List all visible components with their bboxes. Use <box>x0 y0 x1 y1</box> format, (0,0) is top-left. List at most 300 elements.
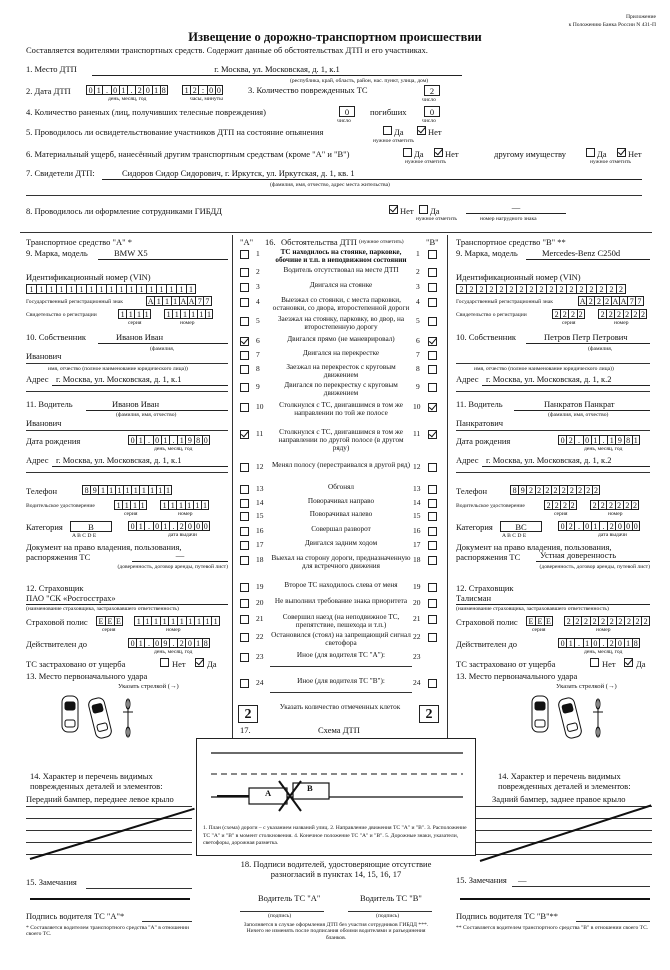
circumstance-number: 6 <box>416 336 420 345</box>
char-cell: А <box>612 297 619 306</box>
vehicle-b-driver-address-label: Адрес <box>456 455 479 465</box>
vehicle-b-arrow-hint: Указать стрелкой (→) <box>556 683 617 690</box>
vehicle-b-driver-hint: (фамилия, имя, отчество) <box>548 412 609 418</box>
vehicle-b-cert-number-cells[interactable] <box>598 309 647 319</box>
vehicle-a-driver-address-field[interactable]: г. Москва, ул. Московская, д. 1, к.1 <box>52 456 228 467</box>
circumstance-3-b-checkbox[interactable] <box>428 283 437 292</box>
vehicle-b-impact-diagram[interactable] <box>528 690 628 750</box>
char-cell: 2 <box>486 284 496 294</box>
vehicle-b-category-field[interactable]: ВС <box>500 521 542 532</box>
vehicle-b-driver-field[interactable]: Панкратов Панкрат <box>514 400 650 411</box>
vehicle-b-owner-field[interactable]: Петров Петр Петрович <box>526 333 650 344</box>
circumstance-number: 23 <box>413 652 421 661</box>
char-cell: 2 <box>584 485 592 495</box>
char-cell: 1 <box>139 485 147 495</box>
char-cell: 2 <box>623 500 631 510</box>
char-cell: 1 <box>26 284 36 294</box>
police-yes-checkbox[interactable] <box>419 205 428 214</box>
char-cell: Е <box>526 616 535 626</box>
char-cell: 1 <box>162 296 170 306</box>
circumstance-number: 13 <box>256 484 264 493</box>
vehicle-a-valid-cells[interactable] <box>128 638 210 648</box>
circumstance-number: 21 <box>413 614 421 623</box>
char-cell: 1 <box>591 435 599 445</box>
char-cell: 1 <box>171 296 179 306</box>
circumstance-5-a-checkbox[interactable] <box>240 317 249 326</box>
char-cell: 1 <box>56 284 66 294</box>
char-cell: 1 <box>139 500 147 510</box>
char-cell: 2 <box>631 309 639 319</box>
damage-yes-checkbox[interactable] <box>403 148 412 157</box>
char-cell: 2 <box>526 485 534 495</box>
char-cell: 1 <box>194 638 202 648</box>
signatures-title: 18. Подписи водителей, удостоверяющие отсутствие разногласий в пунктах 14, 15, 16, 17 <box>240 859 432 879</box>
char-cell: 2 <box>544 500 552 510</box>
vehicle-a-make-field[interactable]: BMW X5 <box>98 249 228 260</box>
vehicle-a-policy-series-cells[interactable] <box>96 616 123 626</box>
circumstance-17-text: Двигался задним ходом <box>304 539 378 547</box>
circumstance-number: 19 <box>256 582 264 591</box>
vehicle-a-insured-yes-checkbox[interactable] <box>195 658 204 667</box>
circumstance-23-text: Иное (для водителя ТС "А"): <box>296 651 386 659</box>
char-cell: 1 <box>201 500 209 510</box>
char-cell: 1 <box>116 284 126 294</box>
damage-hint: нужное отметить <box>405 159 446 165</box>
char-cell: 8 <box>624 435 632 445</box>
vehicle-b-insured-no-checkbox[interactable] <box>590 658 599 667</box>
dead-count-field[interactable]: 0 <box>424 106 440 117</box>
vehicle-b-reg-cells[interactable] <box>578 296 644 306</box>
vehicle-a-license-series-cells[interactable] <box>114 500 147 510</box>
vehicle-b-birth-cells[interactable] <box>558 435 640 445</box>
circumstance-7-b-checkbox[interactable] <box>428 351 437 360</box>
char-cell: 2 <box>536 284 546 294</box>
vehicle-a-phone-label: Телефон <box>26 486 58 496</box>
circumstance-4-a-checkbox[interactable] <box>240 298 249 307</box>
circumstance-8-b-checkbox[interactable] <box>428 365 437 374</box>
char-cell: 2 <box>560 500 568 510</box>
vehicles-count-field[interactable]: 2 <box>424 85 440 96</box>
scheme-drawing[interactable] <box>197 739 477 819</box>
char-cell: 1 <box>36 284 46 294</box>
vehicle-b-sign-label: Подпись водителя ТС "В"** <box>456 911 559 921</box>
circumstance-number: 6 <box>256 336 260 345</box>
vehicle-b-remarks-field[interactable]: — <box>518 875 527 885</box>
circumstance-21-b-checkbox[interactable] <box>428 615 437 624</box>
scheme-label-a: А <box>265 788 272 798</box>
char-cell: 0 <box>185 638 193 648</box>
char-cell: 0 <box>558 638 566 648</box>
medexam-yes-checkbox[interactable] <box>383 126 392 135</box>
char-cell: 2 <box>566 435 574 445</box>
police-yes-label: Да <box>430 206 440 216</box>
circumstance-12-text: Менял полосу (перестраивался в другой ряд) <box>272 461 410 469</box>
circumstance-2-a-checkbox[interactable] <box>240 268 249 277</box>
circumstance-7-a-checkbox[interactable] <box>240 351 249 360</box>
circumstance-5-b-checkbox[interactable] <box>428 317 437 326</box>
vehicle-a-birth-cells[interactable] <box>128 435 210 445</box>
circumstance-10-b-checkbox[interactable] <box>428 403 437 412</box>
vehicle-b-insured-yes-checkbox[interactable] <box>624 658 633 667</box>
circumstance-number: 11 <box>413 429 421 438</box>
signature-driver-b-label: Водитель ТС "В" <box>360 893 422 903</box>
char-cell: 1 <box>583 638 591 648</box>
char-cell: Е <box>535 616 544 626</box>
vehicle-b-valid-label: Действителен до <box>456 639 518 649</box>
witnesses-field[interactable]: Сидоров Сидор Сидорович, г. Иркутск, ул. Иркутская, д. 1, кв. 1 <box>102 169 642 180</box>
circumstance-10-a-checkbox[interactable] <box>240 403 249 412</box>
vehicle-b-make-field[interactable]: Mercedes-Benz C250d <box>526 249 650 260</box>
char-cell: А <box>180 297 187 306</box>
circumstance-13-text: Обгонял <box>328 483 354 491</box>
car-top-view-icon <box>532 696 548 732</box>
char-cell: 1 <box>197 309 205 319</box>
circumstance-17-b-checkbox[interactable] <box>428 541 437 550</box>
char-cell: 2 <box>586 284 596 294</box>
char-cell: 2 <box>564 616 573 626</box>
circumstance-number: 4 <box>416 297 420 306</box>
vehicle-b-title: Транспортное средство "В" ** <box>456 237 566 247</box>
char-cell: 1 <box>118 309 126 319</box>
circumstance-6-text: Двигался прямо (не маневрировал) <box>287 335 395 343</box>
vehicle-b-owner-address-label: Адрес <box>456 374 479 384</box>
vehicle-a-doc-field[interactable]: — <box>132 551 228 562</box>
time-cells[interactable] <box>182 85 223 95</box>
vehicle-a-owner-address-field[interactable]: г. Москва, ул. Московская, д. 1, к.1 <box>52 375 228 386</box>
vehicle-a-damage-field[interactable]: Передний бампер, переднее левое крыло <box>26 794 174 804</box>
char-cell: 7 <box>203 296 211 306</box>
circumstance-1-b-checkbox[interactable] <box>428 250 437 259</box>
char-cell: 1 <box>176 500 184 510</box>
vehicle-a-license-series-hint: серия <box>124 511 138 517</box>
char-cell: 2 <box>556 284 566 294</box>
char-cell: А <box>579 297 586 306</box>
injured-count-field[interactable]: 0 <box>339 106 355 117</box>
circumstance-12-a-checkbox[interactable] <box>240 463 249 472</box>
circumstance-13-a-checkbox[interactable] <box>240 485 249 494</box>
char-cell: 2 <box>614 309 622 319</box>
police-no-checkbox[interactable] <box>389 205 398 214</box>
vehicle-a-category-field[interactable]: В <box>70 521 112 532</box>
vehicle-b-category-label: Категория <box>456 522 493 532</box>
char-cell: 2 <box>576 485 584 495</box>
char-cell: 0 <box>194 521 202 531</box>
vehicle-a-doc-hint: (доверенность, договор аренды, путевой лист) <box>117 564 228 570</box>
vehicle-b-birth-label: Дата рождения <box>456 436 511 446</box>
vehicles-count-hint: число <box>422 97 436 103</box>
circumstance-8-a-checkbox[interactable] <box>240 365 249 374</box>
char-cell: 2 <box>590 500 598 510</box>
medexam-no-checkbox[interactable] <box>417 126 426 135</box>
char-cell: 2 <box>559 485 567 495</box>
circumstance-6-a-checkbox[interactable] <box>240 337 249 346</box>
char-cell: 2 <box>546 284 556 294</box>
vehicle-b-phone-label: Телефон <box>456 486 488 496</box>
char-cell: : <box>198 85 206 95</box>
char-cell: 0 <box>153 638 161 648</box>
char-cell: 2 <box>560 309 568 319</box>
vehicle-b-license-number-cells[interactable] <box>590 500 639 510</box>
vehicle-b-vin-cells[interactable] <box>456 284 626 294</box>
char-cell: 1 <box>172 309 180 319</box>
vehicle-a-issue-cells[interactable] <box>128 521 210 531</box>
circumstance-13-b-checkbox[interactable] <box>428 485 437 494</box>
circumstance-7-text: Двигался на перекрестке <box>302 349 380 357</box>
vehicle-a-birth-hint: день, месяц, год <box>154 446 193 452</box>
other-line[interactable] <box>270 692 412 693</box>
vehicle-a-insured-no-checkbox[interactable] <box>160 658 169 667</box>
char-cell: 1 <box>119 85 127 95</box>
circumstance-22-b-checkbox[interactable] <box>428 633 437 642</box>
char-cell: 1 <box>182 85 190 95</box>
vehicle-a-vin-cells[interactable] <box>26 284 196 294</box>
circumstance-1-a-checkbox[interactable] <box>240 250 249 259</box>
witnesses-hint: (фамилия, имя, отчество, адрес места жительства) <box>270 182 390 188</box>
circumstance-23-a-checkbox[interactable] <box>240 653 249 662</box>
vehicle-b-policy-series-cells[interactable] <box>526 616 553 626</box>
vehicle-b-damage-field[interactable]: Задний бампер, заднее правое крыло <box>492 794 626 804</box>
circumstance-24-b-checkbox[interactable] <box>428 679 437 688</box>
char-cell: 2 <box>641 616 650 626</box>
circumstance-20-b-checkbox[interactable] <box>428 599 437 608</box>
char-cell: 2 <box>586 296 594 306</box>
char-cell: 0 <box>143 85 151 95</box>
circumstance-number: 12 <box>256 462 264 471</box>
vehicle-a-driver-patronymic: Иванович <box>26 418 62 428</box>
circumstance-15-text: Поворачивал налево <box>309 510 373 518</box>
circumstance-number: 8 <box>416 364 420 373</box>
count-b-box[interactable]: 2 <box>419 705 439 723</box>
circumstance-number: 18 <box>413 555 421 564</box>
vehicle-a-category-letters: A B C D E <box>72 533 97 539</box>
circumstance-3-a-checkbox[interactable] <box>240 283 249 292</box>
vehicle-b-insurer-label: 12. Страховщик <box>456 583 514 593</box>
circumstance-number: 9 <box>416 382 420 391</box>
vehicle-b-driver-address-field[interactable]: г. Москва, ул. Московская, д. 1, к.2 <box>482 456 650 467</box>
vehicle-a-reg-cells[interactable] <box>146 296 212 306</box>
char-cell: 0 <box>558 435 566 445</box>
vehicle-b-insurer-field[interactable]: Талисман <box>456 594 650 605</box>
circumstance-11-a-checkbox[interactable] <box>240 430 249 439</box>
vehicle-b-issue-cells[interactable] <box>558 521 640 531</box>
place-field[interactable]: г. Москва, ул. Московская, д. 1, к.1 <box>92 65 462 76</box>
signatures-note: Заполняется в случае оформления ДТП без участия сотрудников ГИБДД ***. Ничего не изменять после подписания обоими водителями и разъединения бланков. <box>243 922 429 941</box>
vehicle-b-issue-hint: дата выдачи <box>598 532 627 538</box>
vehicle-b-owner-fio-hint: (фамилия, <box>588 346 613 352</box>
circumstance-19-a-checkbox[interactable] <box>240 583 249 592</box>
vehicle-b-phone-cells[interactable] <box>510 485 600 495</box>
char-cell: 1 <box>154 296 162 306</box>
char-cell: 1 <box>134 309 142 319</box>
other-hint: нужное отметить <box>590 159 631 165</box>
circumstance-number: 7 <box>416 350 420 359</box>
vehicle-a-license-number-cells[interactable] <box>160 500 209 510</box>
char-cell: 2 <box>466 284 476 294</box>
char-cell: 0 <box>624 521 632 531</box>
vehicle-a-footnote: * Составляется водителем транспортного средства "А" в отношении своего ТС. <box>26 925 189 938</box>
circumstance-18-b-checkbox[interactable] <box>428 556 437 565</box>
char-cell: 0 <box>615 521 623 531</box>
vehicle-a-doc-label: Документ на право владения, пользования, распоряжения ТС <box>26 542 182 562</box>
circumstance-number: 5 <box>416 316 420 325</box>
other-yes-checkbox[interactable] <box>586 148 595 157</box>
circumstance-number: 22 <box>256 632 264 641</box>
vehicle-b-doc-field[interactable]: Устная доверенность <box>536 551 650 562</box>
circumstance-20-a-checkbox[interactable] <box>240 599 249 608</box>
circumstance-12-b-checkbox[interactable] <box>428 463 437 472</box>
other-line[interactable] <box>270 666 412 667</box>
vehicle-a-policy-number-cells[interactable] <box>134 616 220 626</box>
vehicle-a-insured-no-label: Нет <box>172 659 186 669</box>
char-cell: 2 <box>624 616 633 626</box>
vehicle-a-phone-cells[interactable] <box>82 485 172 495</box>
char-cell: Е <box>544 616 553 626</box>
char-cell: 1 <box>143 616 152 626</box>
circumstance-18-a-checkbox[interactable] <box>240 556 249 565</box>
char-cell: 2 <box>598 309 606 319</box>
other-yes-label: Да <box>597 149 607 159</box>
circumstance-22-a-checkbox[interactable] <box>240 633 249 642</box>
vehicle-a-owner-fio-hint: (фамилия, <box>150 346 175 352</box>
circumstance-18-text: Выехал на сторону дороги, предназначенную для встречного движения <box>271 554 411 570</box>
circumstance-19-b-checkbox[interactable] <box>428 583 437 592</box>
circumstance-16-a-checkbox[interactable] <box>240 527 249 536</box>
vehicle-b-license-series-cells[interactable] <box>544 500 577 510</box>
char-cell: 1 <box>185 500 193 510</box>
vehicle-a-number-hint: номер <box>180 320 195 326</box>
vehicle-a-insurer-field[interactable]: ПАО "СК «Росгосстрах» <box>26 594 228 605</box>
char-cell: 2 <box>606 309 614 319</box>
circumstance-11-text: Столкнулся с ТС, двигавшимся в том же направлении по другой полосе (в другом ряду) <box>278 428 404 452</box>
char-cell: 1 <box>194 616 203 626</box>
scheme-canvas[interactable] <box>196 738 476 856</box>
circumstance-number: 2 <box>256 267 260 276</box>
char-cell: 1 <box>143 309 151 319</box>
damage-no-checkbox[interactable] <box>434 148 443 157</box>
scheme-legend: 1. План (схема) дороги – с указанием названий улиц. 2. Направление движения ТС "А" и "В". 3. Расположение ТС "А" и "В" в момент столкновения. 4. Конечное положение ТС "А" и "В". 5. Дорожные знаки, указатели, светофоры, дорожная разметка. <box>203 825 467 847</box>
char-cell: 1 <box>624 638 632 648</box>
circumstance-number: 16 <box>256 526 264 535</box>
char-cell: 9 <box>518 485 526 495</box>
circumstance-21-a-checkbox[interactable] <box>240 615 249 624</box>
circumstance-number: 10 <box>413 402 421 411</box>
char-cell: 1 <box>66 284 76 294</box>
column-b-header: "В" <box>426 237 439 247</box>
circumstance-number: 1 <box>256 249 260 258</box>
vehicle-a-driver-field[interactable]: Иванов Иван <box>86 400 228 411</box>
char-cell: 2 <box>543 485 551 495</box>
circumstance-14-b-checkbox[interactable] <box>428 499 437 508</box>
column-a-header: "А" <box>240 237 254 247</box>
badge-number-field[interactable]: — <box>466 203 566 214</box>
other-no-checkbox[interactable] <box>617 148 626 157</box>
char-cell: 1 <box>98 485 106 495</box>
char-cell: 1 <box>160 500 168 510</box>
char-cell: 2 <box>581 616 590 626</box>
char-cell: . <box>144 435 152 445</box>
circumstance-number: 12 <box>413 462 421 471</box>
char-cell: 2 <box>566 284 576 294</box>
circumstance-number: 23 <box>256 652 264 661</box>
circumstance-number: 21 <box>256 614 264 623</box>
circumstance-number: 15 <box>413 511 421 520</box>
char-cell: 0 <box>153 435 161 445</box>
vehicle-a-cert-series-cells[interactable] <box>118 309 151 319</box>
circumstance-10-text: Столкнулся с ТС, двигавшимся в том же направлении по той же полосе <box>279 401 403 417</box>
char-cell: 2 <box>596 284 606 294</box>
medexam-label: 5. Проводилось ли освидетельствование участников ДТП на состояние опьянения <box>26 127 324 137</box>
vehicle-b-valid-hint: день, месяц, год <box>584 649 623 655</box>
char-cell: Е <box>105 616 114 626</box>
char-cell: 0 <box>615 638 623 648</box>
char-cell: 1 <box>186 616 195 626</box>
circumstance-2-b-checkbox[interactable] <box>428 268 437 277</box>
char-cell: 1 <box>189 309 197 319</box>
char-cell: 2 <box>566 521 574 531</box>
circumstance-16-b-checkbox[interactable] <box>428 527 437 536</box>
circumstance-15-a-checkbox[interactable] <box>240 512 249 521</box>
circumstance-17-a-checkbox[interactable] <box>240 541 249 550</box>
char-cell: 2 <box>177 638 185 648</box>
circumstance-14-a-checkbox[interactable] <box>240 499 249 508</box>
vehicle-b-cert-series-cells[interactable] <box>552 309 585 319</box>
vehicle-b-owner-address-field[interactable]: г. Москва, ул. Московская, д. 1, к.2 <box>482 375 650 386</box>
char-cell: 1 <box>164 485 172 495</box>
vehicle-a-cert-label: Свидетельство о регистрации <box>26 312 97 318</box>
dead-hint: число <box>422 118 436 124</box>
vehicle-a-impact-diagram[interactable] <box>58 690 158 750</box>
circumstance-4-b-checkbox[interactable] <box>428 298 437 307</box>
char-cell: 1 <box>632 435 640 445</box>
vehicle-b-insured-yes-label: Да <box>636 659 646 669</box>
circumstance-1-text: ТС находилось на стоянке, парковке, обочине и т.п. в неподвижном состоянии <box>275 248 407 264</box>
page-title: Извещение о дорожно-транспортном происшествии <box>188 30 482 44</box>
scheme-num: 17. <box>240 725 251 735</box>
date-cells[interactable] <box>86 85 168 95</box>
circumstance-11-b-checkbox[interactable] <box>428 430 437 439</box>
char-cell: 0 <box>583 435 591 445</box>
vehicle-a-damage-label: 14. Характер и перечень видимых поврежденных деталей и элементов: <box>30 771 163 791</box>
circumstance-9-a-checkbox[interactable] <box>240 383 249 392</box>
circumstance-9-b-checkbox[interactable] <box>428 383 437 392</box>
char-cell: 1 <box>136 521 144 531</box>
medexam-yes-label: Да <box>394 127 404 137</box>
char-cell: . <box>599 638 607 648</box>
circumstance-15-b-checkbox[interactable] <box>428 512 437 521</box>
vehicle-a-series-hint: серия <box>128 320 142 326</box>
circumstance-number: 16 <box>413 526 421 535</box>
char-cell: 1 <box>180 309 188 319</box>
vehicle-a-owner-field[interactable]: Иванов Иван <box>98 333 228 344</box>
medexam-no-label: Нет <box>428 127 442 137</box>
car-tilted-view-icon <box>557 697 582 740</box>
circumstance-24-a-checkbox[interactable] <box>240 679 249 688</box>
char-cell: 9 <box>90 485 98 495</box>
char-cell: 2 <box>606 500 614 510</box>
char-cell: 1 <box>123 485 131 495</box>
vehicle-a-cert-number-cells[interactable] <box>164 309 213 319</box>
damage-yes-label: Да <box>414 149 424 159</box>
circumstance-6-b-checkbox[interactable] <box>428 337 437 346</box>
vehicle-b-policy-number-cells[interactable] <box>564 616 650 626</box>
char-cell: 1 <box>136 435 144 445</box>
vehicle-a-insured-yes-label: Да <box>207 659 217 669</box>
vehicle-a-issue-hint: дата выдачи <box>168 532 197 538</box>
vehicle-a-valid-hint: день, месяц, год <box>154 649 193 655</box>
vehicle-b-valid-cells[interactable] <box>558 638 640 648</box>
vehicle-a-title: Транспортное средство "А" * <box>26 237 132 247</box>
count-a-box[interactable]: 2 <box>238 705 258 723</box>
